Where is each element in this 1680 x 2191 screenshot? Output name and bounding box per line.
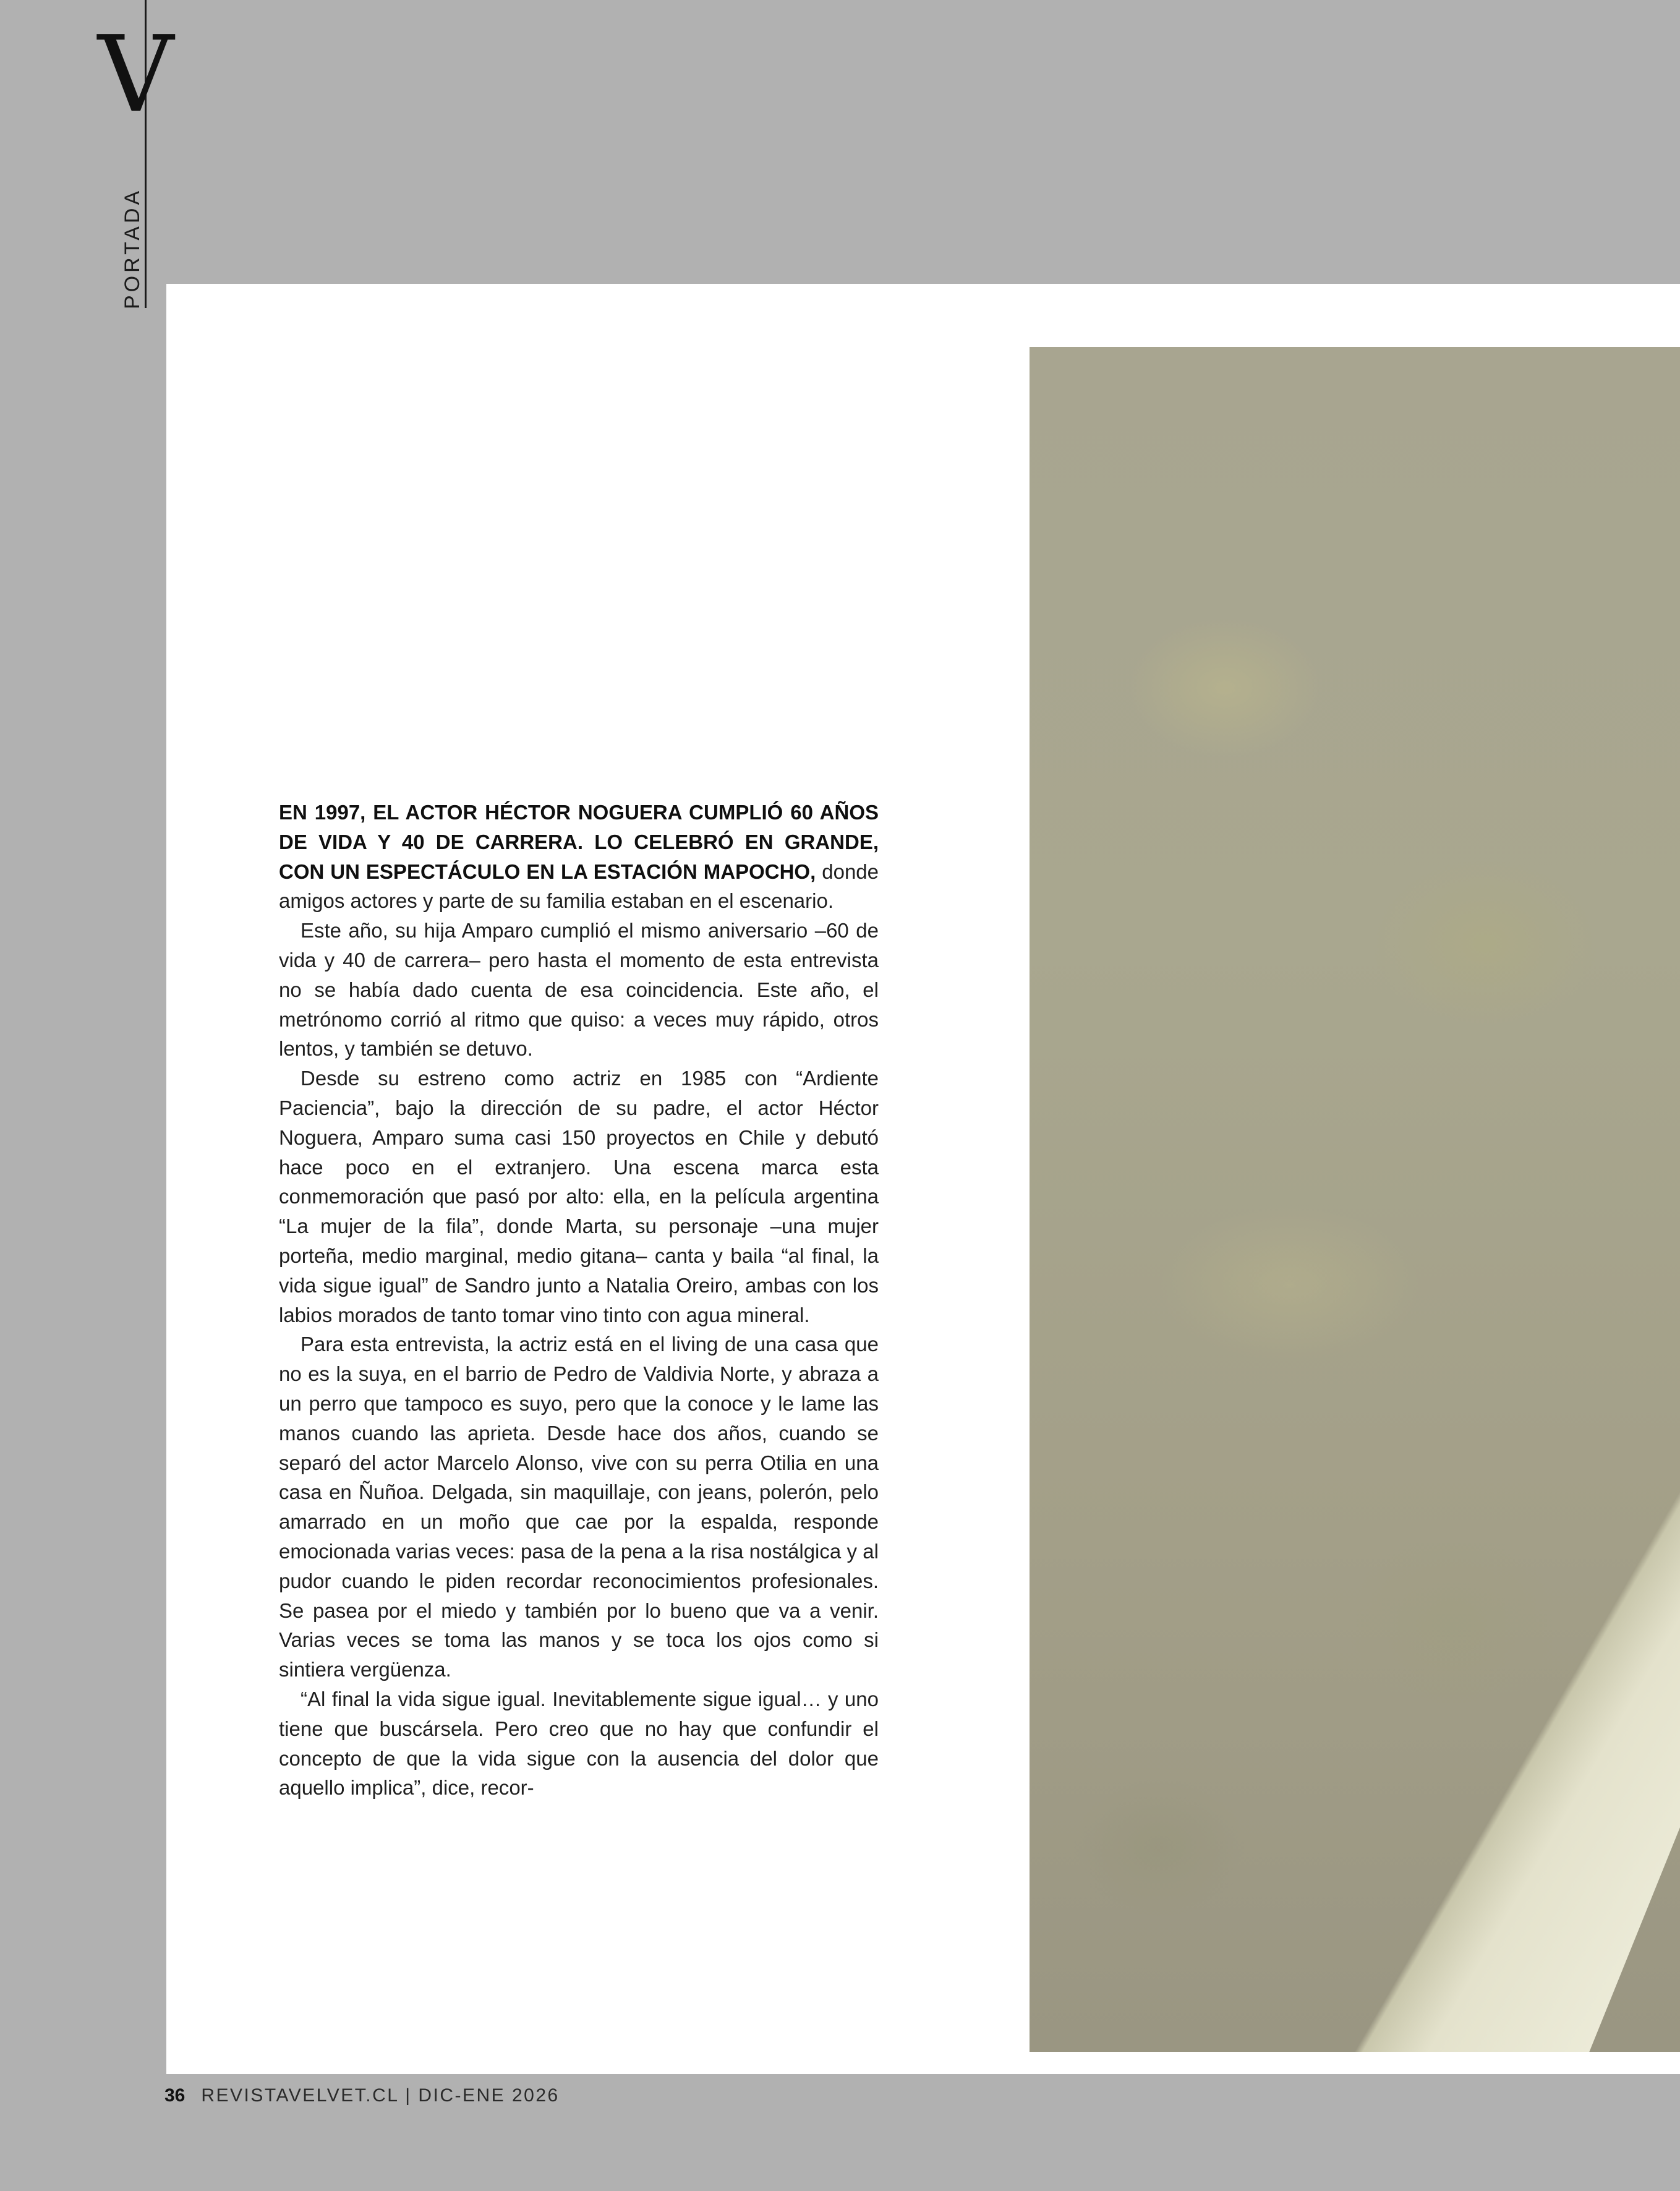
lead-rest-text: donde amigos actores y parte de su familia estaban en el escenario.	[279, 860, 879, 913]
page-number: 36	[164, 2085, 185, 2106]
article-body	[279, 798, 879, 1803]
body-paragraph: Este año, su hija Amparo cumplió el mismo aniversario –60 de vida y 40 de carrera– pero hasta el momento de esta entrevista no se había dado cuenta de esa coincidencia. Este año, el metrónomo corrió al ritmo que quiso: a veces muy rápido, otros lentos, y también se detuvo.	[279, 919, 879, 1061]
body-paragraph: Para esta entrevista, la actriz está en el living de una casa que no es la suya, en el barrio de Pedro de Valdivia Norte, y abraza a un perro que tampoco es suyo, pero que la conoce y le lame las manos cuando las aprieta. Desde hace dos años, cuando se separó del actor Marcelo Alonso, vive con su perra Otilia en una casa en Ñuñoa. Delgada, sin maquillaje, con jeans, polerón, pelo amarrado en un moño que cae por la espalda, responde emocionada varias veces: pasa de la pena a la risa nostálgica y al pudor cuando le piden recordar reconocimientos profesionales. Se pasea por el miedo y también por lo bueno que va a venir. Varias veces se toma las manos y se toca los ojos como si sintiera vergüenza.	[279, 1333, 879, 1681]
page-footer	[164, 2085, 560, 2106]
body-paragraph: “Al final la vida sigue igual. Inevitablemente sigue igual… y uno tiene que buscársela. Pero creo que no hay que confundir el concepto de que la vida sigue con la ausencia del dolor que aquello implica”, dice, recor-	[279, 1687, 879, 1800]
body-paragraph: Desde su estreno como actriz en 1985 con “Ardiente Paciencia”, bajo la dirección de su padre, el actor Héctor Noguera, Amparo suma casi 150 proyectos en Chile y debutó hace poco en el extranjero. Una escena marca esta conmemoración que pasó por alto: ella, en la película argentina “La mujer de la fila”, donde Marta, su personaje –una mujer porteña, medio marginal, medio gitana– canta y baila “al final, la vida sigue igual” de Sandro junto a Natalia Oreiro, ambas con los labios morados de tanto tomar vino tinto con agua mineral.	[279, 1067, 879, 1326]
lead-paragraph	[279, 798, 879, 916]
lead-bold-text: EN 1997, EL ACTOR HÉCTOR NOGUERA CUMPLIÓ 60 AÑOS DE VIDA Y 40 DE CARRERA. LO CELEBRÓ EN GRANDE, CON UN ESPECTÁCULO EN LA ESTACIÓN MAPOCHO,	[279, 801, 879, 883]
photo-garment-shape	[1320, 1211, 1680, 2052]
section-label: PORTADA	[121, 187, 144, 309]
portrait-photo	[1030, 347, 1680, 2052]
brand-logo-letter: V	[98, 14, 174, 136]
publication-info: REVISTAVELVET.CL | DIC-ENE 2026	[201, 2085, 560, 2106]
